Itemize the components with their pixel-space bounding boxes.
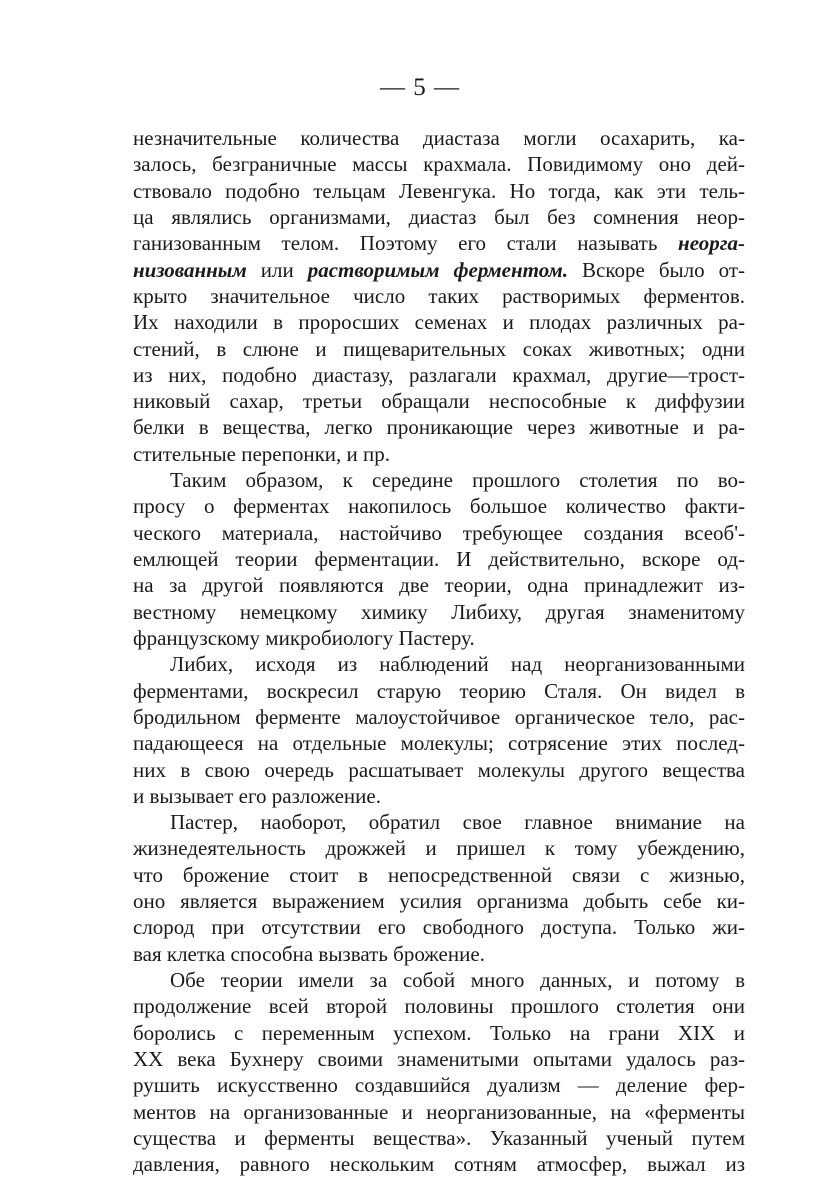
text-line — [133, 257, 745, 283]
text-line: емлющей теории ферментации. И действительно, вскоре од- — [133, 547, 745, 571]
text-line: крыто значительное число таких растворимых ферментов. — [133, 283, 745, 308]
text-line: ческого материала, настойчиво требующее создания всеоб'- — [133, 520, 745, 545]
text-line: залось, безграничные массы крахмала. Повидимому оно дей- — [133, 152, 745, 177]
text-line: белки в вещества, легко проникающие через животные и ра- — [133, 415, 745, 440]
text-run: или — [246, 257, 308, 282]
text-line: Обе теории имели за собой много данных, и потому в — [170, 968, 745, 992]
text-line: слород при отсутствии его свободного доступа. Только жи- — [133, 915, 745, 940]
text-line: на за другой появляются две теории, одна принадлежит из- — [133, 573, 745, 598]
text-line: ствовало подобно тельцам Левенгука. Но тогда, как эти тель- — [133, 178, 745, 203]
body-text — [133, 125, 745, 1178]
text-line: ментов на организованные и неорганизованные, на «ферменты — [133, 1099, 745, 1124]
italic-term: растворимым ферментом. — [307, 257, 569, 282]
text-line: Таким образом, к середине прошлого столетия по во- — [170, 468, 745, 493]
text-line: Либих, исходя из наблюдений над неорганизованными — [170, 652, 745, 677]
text-line: существа и ферменты вещества». Указанный ученый путем — [133, 1125, 745, 1150]
page-number: — 5 — — [380, 74, 460, 101]
text-line: продолжение всей второй половины прошлого столетия они — [133, 994, 745, 1019]
text-line: незначительные количества диастаза могли осахарить, ка- — [133, 126, 745, 150]
text-line: давления, равного нескольким сотням атмосфер, выжал из — [133, 1152, 745, 1177]
text-line: и вызывает его разложение. — [133, 783, 381, 808]
text-run: ганизованным телом. Поэтому его стали называть — [133, 231, 679, 256]
text-line: боролись с переменным успехом. Только на грани XIX и — [133, 1020, 745, 1045]
text-line: XX века Бухнеру своими знаменитыми опытами удалось раз- — [133, 1046, 745, 1071]
text-line: стений, в слюне и пищеварительных соках животных; одни — [133, 336, 745, 361]
italic-term: неорга- — [678, 231, 745, 256]
text-line: оно является выражением усилия организма добыть себе ки- — [133, 889, 745, 914]
text-line: стительные перепонки, и пр. — [133, 441, 390, 466]
text-line: из них, подобно диастазу, разлагали крахмал, другие—трост- — [133, 362, 745, 387]
text-line: бродильном ферменте малоустойчивое органическое тело, рас- — [133, 704, 745, 729]
text-line: падающееся на отдельные молекулы; сотрясение этих послед- — [133, 731, 745, 756]
text-line: французскому микробиологу Пастеру. — [133, 625, 475, 650]
text-line: просу о ферментах накопилось большое количество факти- — [133, 494, 745, 519]
text-line: Пастер, наоборот, обратил свое главное внимание на — [170, 810, 745, 835]
text-line — [133, 230, 745, 256]
text-line: них в свою очередь расшатывает молекулы другого вещества — [133, 757, 745, 782]
text-line: вая клетка способна вызвать брожение. — [133, 941, 485, 966]
text-line: Их находили в проросших семенах и плодах различных ра- — [133, 310, 745, 335]
italic-term: низованным — [133, 257, 247, 282]
text-line: никовый сахар, третьи обращали неспособные к диффузии — [133, 389, 745, 414]
text-line: ферментами, воскресил старую теорию Сталя. Он видел в — [133, 678, 745, 703]
text-line: вестному немецкому химику Либиху, другая знаменитому — [133, 599, 745, 624]
text-run: Вскоре было от- — [568, 257, 745, 282]
text-line: рушить искусственно создавшийся дуализм — деление фер- — [133, 1073, 745, 1098]
text-line: жизнедеятельность дрожжей и пришел к тому убеждению, — [133, 836, 745, 861]
text-line: что брожение стоит в непосредственной связи с жизнью, — [133, 862, 745, 887]
text-line: ца являлись организмами, диастаз был без сомнения неор- — [133, 204, 745, 229]
